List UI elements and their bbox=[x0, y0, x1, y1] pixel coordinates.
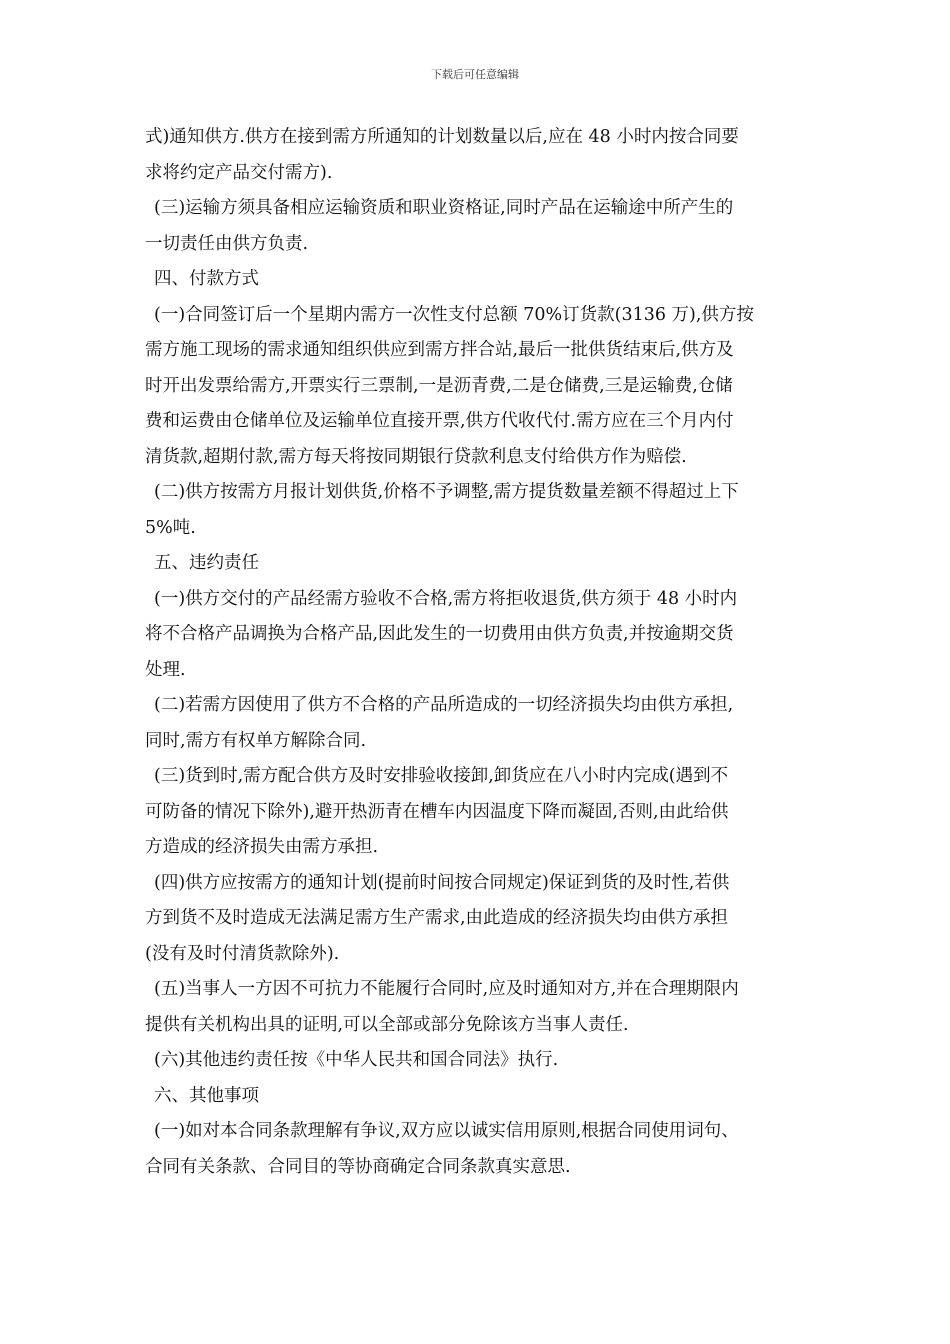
text-line: (没有及时付清货款除外). bbox=[145, 943, 340, 964]
text-line: 四、付款方式 bbox=[154, 269, 259, 289]
text-line: 时开出发票给需方,开票实行三票制,一是沥青费,二是仓储费,三是运输费,仓储 bbox=[145, 375, 733, 396]
page-header: 下载后可任意编辑 bbox=[431, 68, 519, 81]
text-line: (六)其他违约责任按《中华人民共和国合同法》执行. bbox=[154, 1050, 559, 1070]
text-line: 式)通知供方.供方在接到需方所通知的计划数量以后,应在 48 小时内按合同要 bbox=[145, 127, 739, 147]
text-line: 清货款,超期付款,需方每天将按同期银行贷款利息支付给供方作为赔偿. bbox=[145, 446, 687, 467]
text-line: 一切责任由供方负责. bbox=[145, 233, 309, 254]
text-line: (二)若需方因使用了供方不合格的产品所造成的一切经济损失均由供方承担, bbox=[154, 695, 734, 715]
text-line: 六、其他事项 bbox=[154, 1085, 259, 1106]
text-line: 方到货不及时造成无法满足需方生产需求,由此造成的经济损失均由供方承担 bbox=[145, 908, 729, 928]
text-line: 合同有关条款、合同目的等协商确定合同条款真实意思. bbox=[145, 1156, 571, 1177]
text-line: 处理. bbox=[145, 659, 186, 680]
text-line: 将不合格产品调换为合格产品,因此发生的一切费用由供方负责,并按逾期交货 bbox=[145, 624, 734, 644]
text-line: 费和运费由仓储单位及运输单位直接开票,供方代收代付.需方应在三个月内付 bbox=[145, 411, 734, 431]
text-line: (五)当事人一方因不可抗力不能履行合同时,应及时通知对方,并在合理期限内 bbox=[154, 979, 739, 999]
text-line: 五、违约责任 bbox=[154, 553, 259, 573]
text-line: 需方施工现场的需求通知组织供应到需方拌合站,最后一批供货结束后,供方及 bbox=[145, 340, 734, 360]
text-line: (三)货到时,需方配合供方及时安排验收接卸,卸货应在八小时内完成(遇到不 bbox=[154, 766, 729, 786]
text-line: (一)供方交付的产品经需方验收不合格,需方将拒收退货,供方须于 48 小时内 bbox=[154, 588, 738, 609]
text-line: (二)供方按需方月报计划供货,价格不予调整,需方提货数量差额不得超过上下 bbox=[154, 482, 739, 502]
text-line: 5%吨. bbox=[145, 517, 196, 538]
text-line: (一)如对本合同条款理解有争议,双方应以诚实信用原则,根据合同使用词句、 bbox=[154, 1121, 739, 1141]
text-line: (三)运输方须具备相应运输资质和职业资格证,同时产品在运输途中所产生的 bbox=[154, 198, 734, 218]
text-line: 可防备的情况下除外),避开热沥青在槽车内因温度下降而凝固,否则,由此给供 bbox=[145, 801, 729, 822]
text-line: 提供有关机构出具的证明,可以全部或部分免除该方当事人责任. bbox=[145, 1014, 629, 1035]
text-line: (一)合同签订后一个星期内需方一次性支付总额 70%订货款(3136 万),供方按 bbox=[154, 304, 754, 325]
text-line: 同时,需方有权单方解除合同. bbox=[145, 730, 367, 751]
document-body bbox=[145, 120, 810, 1185]
text-line: 求将约定产品交付需方). bbox=[145, 162, 333, 183]
text-line: 方造成的经济损失由需方承担. bbox=[145, 837, 379, 857]
text-line: (四)供方应按需方的通知计划(提前时间按合同规定)保证到货的及时性,若供 bbox=[154, 872, 730, 893]
